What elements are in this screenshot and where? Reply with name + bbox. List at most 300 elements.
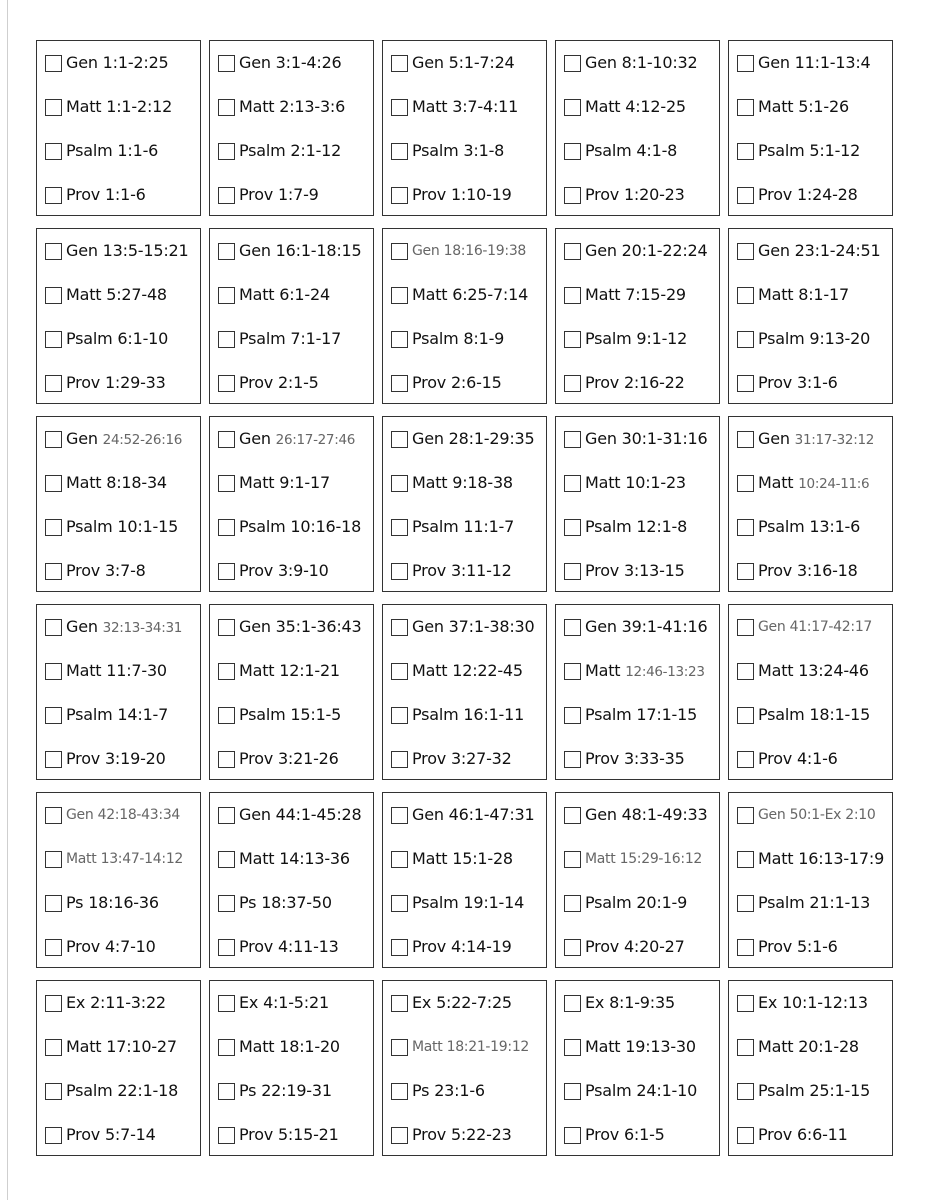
checkbox-icon[interactable] bbox=[218, 519, 235, 536]
checkbox-icon[interactable] bbox=[218, 1039, 235, 1056]
reading-card bbox=[728, 228, 893, 404]
reading-item[interactable] bbox=[391, 371, 542, 395]
checkbox-icon[interactable] bbox=[564, 55, 581, 72]
reading-label: Gen 8:1-10:32 bbox=[585, 53, 698, 72]
reading-item[interactable] bbox=[45, 1123, 196, 1147]
reading-card bbox=[382, 604, 547, 780]
checkbox-icon[interactable] bbox=[564, 663, 581, 680]
reading-card bbox=[209, 980, 374, 1156]
checkbox-icon[interactable] bbox=[737, 431, 754, 448]
reading-item[interactable] bbox=[564, 559, 715, 583]
checkbox-icon[interactable] bbox=[218, 851, 235, 868]
reading-item[interactable] bbox=[391, 471, 542, 495]
reading-item[interactable] bbox=[218, 427, 369, 451]
reading-item[interactable] bbox=[737, 615, 888, 639]
reading-label: Psalm 2:1-12 bbox=[239, 141, 342, 160]
reading-label: Prov 1:1-6 bbox=[66, 185, 146, 204]
reading-label: Psalm 14:1-7 bbox=[66, 705, 169, 724]
reading-item[interactable] bbox=[218, 139, 369, 163]
reading-label: Matt 5:1-26 bbox=[758, 97, 849, 116]
checkbox-icon[interactable] bbox=[45, 375, 62, 392]
checkbox-icon[interactable] bbox=[564, 1083, 581, 1100]
checkbox-icon[interactable] bbox=[737, 995, 754, 1012]
checkbox-icon[interactable] bbox=[391, 99, 408, 116]
reading-item[interactable] bbox=[218, 935, 369, 959]
checkbox-icon[interactable] bbox=[391, 939, 408, 956]
reading-card bbox=[555, 980, 720, 1156]
checkbox-icon[interactable] bbox=[45, 99, 62, 116]
reading-item[interactable] bbox=[45, 371, 196, 395]
reading-item[interactable] bbox=[564, 659, 715, 683]
reading-item[interactable] bbox=[391, 283, 542, 307]
reading-item[interactable] bbox=[45, 935, 196, 959]
reading-item[interactable] bbox=[218, 747, 369, 771]
checkbox-icon[interactable] bbox=[391, 619, 408, 636]
checkbox-icon[interactable] bbox=[391, 143, 408, 160]
reading-label: Psalm 17:1-15 bbox=[585, 705, 698, 724]
reading-item[interactable] bbox=[737, 183, 888, 207]
reading-item[interactable] bbox=[218, 847, 369, 871]
checkbox-icon[interactable] bbox=[45, 331, 62, 348]
reading-label: Matt 14:13-36 bbox=[239, 849, 350, 868]
reading-item[interactable] bbox=[45, 515, 196, 539]
checkbox-icon[interactable] bbox=[218, 751, 235, 768]
reading-label: Gen 32:13-34:31 bbox=[66, 616, 183, 636]
reading-item[interactable] bbox=[737, 659, 888, 683]
reading-item[interactable] bbox=[218, 371, 369, 395]
reading-item[interactable] bbox=[737, 747, 888, 771]
reading-item[interactable] bbox=[218, 51, 369, 75]
reading-label: Gen 11:1-13:4 bbox=[758, 53, 871, 72]
reading-item[interactable] bbox=[564, 991, 715, 1015]
checkbox-icon[interactable] bbox=[564, 807, 581, 824]
reading-item[interactable] bbox=[45, 891, 196, 915]
reading-item[interactable] bbox=[45, 427, 196, 451]
checkbox-icon[interactable] bbox=[218, 1083, 235, 1100]
checkbox-icon[interactable] bbox=[45, 807, 62, 824]
reading-item[interactable] bbox=[564, 239, 715, 263]
reading-label: Gen 18:16-19:38 bbox=[412, 243, 527, 259]
reading-item[interactable] bbox=[737, 1123, 888, 1147]
reading-item[interactable] bbox=[737, 559, 888, 583]
checkbox-icon[interactable] bbox=[737, 895, 754, 912]
checkbox-icon[interactable] bbox=[737, 939, 754, 956]
checkbox-icon[interactable] bbox=[45, 995, 62, 1012]
checkbox-icon[interactable] bbox=[45, 707, 62, 724]
reading-item[interactable] bbox=[564, 471, 715, 495]
reading-item[interactable] bbox=[218, 95, 369, 119]
reading-label: Matt 10:1-23 bbox=[585, 473, 686, 492]
checkbox-icon[interactable] bbox=[218, 375, 235, 392]
reading-item[interactable] bbox=[45, 747, 196, 771]
reading-label: Ps 18:16-36 bbox=[66, 893, 159, 912]
reading-label: Ps 23:1-6 bbox=[412, 1081, 485, 1100]
checkbox-icon[interactable] bbox=[45, 519, 62, 536]
reading-item[interactable] bbox=[737, 371, 888, 395]
checkbox-icon[interactable] bbox=[737, 619, 754, 636]
reading-label: Matt 2:13-3:6 bbox=[239, 97, 346, 116]
reading-item[interactable] bbox=[564, 803, 715, 827]
reading-item[interactable] bbox=[564, 427, 715, 451]
reading-item[interactable] bbox=[391, 1123, 542, 1147]
reading-card bbox=[382, 40, 547, 216]
reading-item[interactable] bbox=[737, 427, 888, 451]
reading-item[interactable] bbox=[45, 51, 196, 75]
checkbox-icon[interactable] bbox=[391, 431, 408, 448]
checkbox-icon[interactable] bbox=[564, 187, 581, 204]
reading-label: Psalm 3:1-8 bbox=[412, 141, 505, 160]
checkbox-icon[interactable] bbox=[391, 895, 408, 912]
reading-item[interactable] bbox=[218, 1035, 369, 1059]
checkbox-icon[interactable] bbox=[391, 55, 408, 72]
checkbox-icon[interactable] bbox=[391, 475, 408, 492]
reading-label: Psalm 1:1-6 bbox=[66, 141, 159, 160]
reading-item[interactable] bbox=[391, 847, 542, 871]
reading-item[interactable] bbox=[218, 471, 369, 495]
checkbox-icon[interactable] bbox=[391, 375, 408, 392]
reading-label: Psalm 10:1-15 bbox=[66, 517, 179, 536]
checkbox-icon[interactable] bbox=[45, 431, 62, 448]
reading-item[interactable] bbox=[391, 803, 542, 827]
checkbox-icon[interactable] bbox=[564, 895, 581, 912]
reading-item[interactable] bbox=[218, 283, 369, 307]
reading-card bbox=[36, 792, 201, 968]
checkbox-icon[interactable] bbox=[45, 243, 62, 260]
reading-item[interactable] bbox=[737, 515, 888, 539]
reading-item[interactable] bbox=[737, 327, 888, 351]
checkbox-icon[interactable] bbox=[737, 1083, 754, 1100]
reading-label: Prov 4:1-6 bbox=[758, 749, 838, 768]
checkbox-icon[interactable] bbox=[391, 331, 408, 348]
reading-label: Prov 4:11-13 bbox=[239, 937, 339, 956]
reading-item[interactable] bbox=[218, 559, 369, 583]
checkbox-icon[interactable] bbox=[391, 851, 408, 868]
reading-item[interactable] bbox=[737, 803, 888, 827]
checkbox-icon[interactable] bbox=[564, 1127, 581, 1144]
reading-item[interactable] bbox=[218, 615, 369, 639]
checkbox-icon[interactable] bbox=[218, 143, 235, 160]
reading-item[interactable] bbox=[564, 51, 715, 75]
checkbox-icon[interactable] bbox=[218, 895, 235, 912]
reading-card bbox=[36, 40, 201, 216]
checkbox-icon[interactable] bbox=[218, 939, 235, 956]
reading-item[interactable] bbox=[737, 471, 888, 495]
reading-item[interactable] bbox=[218, 803, 369, 827]
checkbox-icon[interactable] bbox=[564, 995, 581, 1012]
checkbox-icon[interactable] bbox=[45, 1039, 62, 1056]
checkbox-icon[interactable] bbox=[391, 563, 408, 580]
reading-item[interactable] bbox=[564, 615, 715, 639]
reading-item[interactable] bbox=[737, 139, 888, 163]
reading-item[interactable] bbox=[564, 847, 715, 871]
reading-item[interactable] bbox=[737, 703, 888, 727]
reading-label: Matt 7:15-29 bbox=[585, 285, 686, 304]
reading-item[interactable] bbox=[391, 95, 542, 119]
reading-item[interactable] bbox=[45, 615, 196, 639]
reading-item[interactable] bbox=[45, 139, 196, 163]
reading-item[interactable] bbox=[218, 1079, 369, 1103]
checkbox-icon[interactable] bbox=[218, 707, 235, 724]
reading-item[interactable] bbox=[391, 935, 542, 959]
checkbox-icon[interactable] bbox=[45, 895, 62, 912]
checkbox-icon[interactable] bbox=[45, 187, 62, 204]
reading-card bbox=[209, 228, 374, 404]
reading-item[interactable] bbox=[564, 703, 715, 727]
reading-item[interactable] bbox=[564, 747, 715, 771]
reading-item[interactable] bbox=[737, 847, 888, 871]
checkbox-icon[interactable] bbox=[45, 1083, 62, 1100]
reading-item[interactable] bbox=[218, 659, 369, 683]
reading-item[interactable] bbox=[564, 1079, 715, 1103]
reading-label: Matt 9:1-17 bbox=[239, 473, 330, 492]
checkbox-icon[interactable] bbox=[391, 995, 408, 1012]
checkbox-icon[interactable] bbox=[391, 751, 408, 768]
reading-card bbox=[728, 416, 893, 592]
reading-item[interactable] bbox=[391, 559, 542, 583]
checkbox-icon[interactable] bbox=[737, 55, 754, 72]
checkbox-icon[interactable] bbox=[737, 1127, 754, 1144]
checkbox-icon[interactable] bbox=[564, 751, 581, 768]
reading-item[interactable] bbox=[737, 95, 888, 119]
reading-item[interactable] bbox=[45, 327, 196, 351]
reading-item[interactable] bbox=[45, 1035, 196, 1059]
checkbox-icon[interactable] bbox=[737, 807, 754, 824]
checkbox-icon[interactable] bbox=[564, 1039, 581, 1056]
reading-item[interactable] bbox=[564, 95, 715, 119]
reading-label: Psalm 4:1-8 bbox=[585, 141, 678, 160]
reading-item[interactable] bbox=[737, 1035, 888, 1059]
reading-label: Matt 8:1-17 bbox=[758, 285, 849, 304]
reading-item[interactable] bbox=[391, 183, 542, 207]
reading-item[interactable] bbox=[737, 1079, 888, 1103]
reading-label: Prov 4:20-27 bbox=[585, 937, 685, 956]
checkbox-icon[interactable] bbox=[391, 1083, 408, 1100]
reading-card bbox=[382, 792, 547, 968]
checkbox-icon[interactable] bbox=[737, 331, 754, 348]
reading-label: Matt 20:1-28 bbox=[758, 1037, 859, 1056]
reading-label: Ex 5:22-7:25 bbox=[412, 993, 512, 1012]
checkbox-icon[interactable] bbox=[45, 939, 62, 956]
checkbox-icon[interactable] bbox=[737, 99, 754, 116]
checkbox-icon[interactable] bbox=[45, 475, 62, 492]
reading-item[interactable] bbox=[391, 747, 542, 771]
reading-item[interactable] bbox=[45, 471, 196, 495]
checkbox-icon[interactable] bbox=[391, 707, 408, 724]
reading-label: Gen 3:1-4:26 bbox=[239, 53, 342, 72]
checkbox-icon[interactable] bbox=[564, 939, 581, 956]
reading-label: Ex 2:11-3:22 bbox=[66, 993, 166, 1012]
checkbox-icon[interactable] bbox=[737, 475, 754, 492]
checkbox-icon[interactable] bbox=[564, 619, 581, 636]
reading-item[interactable] bbox=[737, 283, 888, 307]
reading-item[interactable] bbox=[737, 991, 888, 1015]
reading-item[interactable] bbox=[737, 239, 888, 263]
checkbox-icon[interactable] bbox=[218, 331, 235, 348]
checkbox-icon[interactable] bbox=[737, 663, 754, 680]
reading-item[interactable] bbox=[564, 891, 715, 915]
checkbox-icon[interactable] bbox=[45, 55, 62, 72]
reading-item[interactable] bbox=[45, 1079, 196, 1103]
checkbox-icon[interactable] bbox=[564, 431, 581, 448]
reading-item[interactable] bbox=[391, 51, 542, 75]
checkbox-icon[interactable] bbox=[391, 663, 408, 680]
reading-label: Prov 3:16-18 bbox=[758, 561, 858, 580]
checkbox-icon[interactable] bbox=[564, 851, 581, 868]
checkbox-icon[interactable] bbox=[564, 375, 581, 392]
reading-item[interactable] bbox=[564, 139, 715, 163]
reading-item[interactable] bbox=[45, 95, 196, 119]
reading-item[interactable] bbox=[45, 847, 196, 871]
checkbox-icon[interactable] bbox=[218, 55, 235, 72]
reading-item[interactable] bbox=[45, 991, 196, 1015]
reading-card bbox=[36, 228, 201, 404]
reading-item[interactable] bbox=[391, 659, 542, 683]
checkbox-icon[interactable] bbox=[218, 807, 235, 824]
reading-label: Psalm 18:1-15 bbox=[758, 705, 871, 724]
checkbox-icon[interactable] bbox=[564, 707, 581, 724]
reading-item[interactable] bbox=[218, 991, 369, 1015]
reading-label: Matt 15:1-28 bbox=[412, 849, 513, 868]
reading-item[interactable] bbox=[218, 183, 369, 207]
reading-label: Gen 46:1-47:31 bbox=[412, 805, 535, 824]
reading-item[interactable] bbox=[45, 659, 196, 683]
reading-item[interactable] bbox=[218, 1123, 369, 1147]
checkbox-icon[interactable] bbox=[218, 431, 235, 448]
reading-card bbox=[209, 604, 374, 780]
reading-item[interactable] bbox=[391, 427, 542, 451]
reading-card bbox=[555, 40, 720, 216]
checkbox-icon[interactable] bbox=[391, 243, 408, 260]
checkbox-icon[interactable] bbox=[564, 243, 581, 260]
reading-item[interactable] bbox=[391, 1079, 542, 1103]
reading-item[interactable] bbox=[45, 283, 196, 307]
reading-item[interactable] bbox=[391, 515, 542, 539]
checkbox-icon[interactable] bbox=[218, 475, 235, 492]
reading-item[interactable] bbox=[218, 239, 369, 263]
reading-item[interactable] bbox=[564, 515, 715, 539]
reading-card bbox=[382, 980, 547, 1156]
reading-item[interactable] bbox=[391, 891, 542, 915]
checkbox-icon[interactable] bbox=[564, 519, 581, 536]
reading-item[interactable] bbox=[391, 139, 542, 163]
checkbox-icon[interactable] bbox=[45, 851, 62, 868]
checkbox-icon[interactable] bbox=[218, 99, 235, 116]
checkbox-icon[interactable] bbox=[45, 287, 62, 304]
page-left-rule bbox=[7, 0, 8, 1200]
reading-card bbox=[728, 604, 893, 780]
checkbox-icon[interactable] bbox=[564, 99, 581, 116]
checkbox-icon[interactable] bbox=[218, 619, 235, 636]
checkbox-icon[interactable] bbox=[45, 663, 62, 680]
checkbox-icon[interactable] bbox=[737, 751, 754, 768]
checkbox-icon[interactable] bbox=[45, 751, 62, 768]
reading-item[interactable] bbox=[737, 891, 888, 915]
reading-item[interactable] bbox=[218, 703, 369, 727]
reading-label: Prov 4:14-19 bbox=[412, 937, 512, 956]
reading-item[interactable] bbox=[564, 327, 715, 351]
reading-item[interactable] bbox=[564, 935, 715, 959]
checkbox-icon[interactable] bbox=[218, 243, 235, 260]
checkbox-icon[interactable] bbox=[564, 287, 581, 304]
reading-item[interactable] bbox=[45, 703, 196, 727]
reading-item[interactable] bbox=[218, 327, 369, 351]
reading-label: Psalm 9:13-20 bbox=[758, 329, 871, 348]
checkbox-icon[interactable] bbox=[218, 287, 235, 304]
checkbox-icon[interactable] bbox=[564, 475, 581, 492]
checkbox-icon[interactable] bbox=[737, 1039, 754, 1056]
checkbox-icon[interactable] bbox=[737, 287, 754, 304]
checkbox-icon[interactable] bbox=[737, 707, 754, 724]
checkbox-icon[interactable] bbox=[391, 287, 408, 304]
checkbox-icon[interactable] bbox=[218, 663, 235, 680]
reading-label: Matt 13:24-46 bbox=[758, 661, 869, 680]
reading-item[interactable] bbox=[391, 703, 542, 727]
reading-item[interactable] bbox=[391, 239, 542, 263]
reading-item[interactable] bbox=[564, 183, 715, 207]
checkbox-icon[interactable] bbox=[218, 563, 235, 580]
checkbox-icon[interactable] bbox=[391, 187, 408, 204]
checkbox-icon[interactable] bbox=[737, 563, 754, 580]
checkbox-icon[interactable] bbox=[564, 563, 581, 580]
reading-item[interactable] bbox=[45, 183, 196, 207]
checkbox-icon[interactable] bbox=[218, 1127, 235, 1144]
reading-item[interactable] bbox=[45, 559, 196, 583]
checkbox-icon[interactable] bbox=[218, 187, 235, 204]
reading-item[interactable] bbox=[218, 515, 369, 539]
reading-label: Prov 2:1-5 bbox=[239, 373, 319, 392]
reading-label: Psalm 16:1-11 bbox=[412, 705, 525, 724]
reading-label: Matt 19:13-30 bbox=[585, 1037, 696, 1056]
reading-item[interactable] bbox=[218, 891, 369, 915]
reading-item[interactable] bbox=[45, 239, 196, 263]
reading-label: Gen 20:1-22:24 bbox=[585, 241, 708, 260]
checkbox-icon[interactable] bbox=[391, 807, 408, 824]
reading-item[interactable] bbox=[564, 1123, 715, 1147]
reading-item[interactable] bbox=[391, 615, 542, 639]
reading-label: Prov 6:6-11 bbox=[758, 1125, 848, 1144]
checkbox-icon[interactable] bbox=[45, 143, 62, 160]
reading-label: Psalm 7:1-17 bbox=[239, 329, 342, 348]
reading-label: Prov 3:13-15 bbox=[585, 561, 685, 580]
checkbox-icon[interactable] bbox=[737, 187, 754, 204]
checkbox-icon[interactable] bbox=[737, 851, 754, 868]
checkbox-icon[interactable] bbox=[218, 995, 235, 1012]
reading-item[interactable] bbox=[45, 803, 196, 827]
checkbox-icon[interactable] bbox=[45, 1127, 62, 1144]
reading-item[interactable] bbox=[391, 327, 542, 351]
reading-label: Prov 3:11-12 bbox=[412, 561, 512, 580]
reading-label: Gen 37:1-38:30 bbox=[412, 617, 535, 636]
reading-item[interactable] bbox=[564, 371, 715, 395]
checkbox-icon[interactable] bbox=[391, 1039, 408, 1056]
reading-item[interactable] bbox=[737, 935, 888, 959]
reading-item[interactable] bbox=[564, 1035, 715, 1059]
checkbox-icon[interactable] bbox=[45, 563, 62, 580]
checkbox-icon[interactable] bbox=[564, 331, 581, 348]
reading-item[interactable] bbox=[391, 991, 542, 1015]
reading-item[interactable] bbox=[737, 51, 888, 75]
checkbox-icon[interactable] bbox=[737, 243, 754, 260]
checkbox-icon[interactable] bbox=[564, 143, 581, 160]
reading-item[interactable] bbox=[391, 1035, 542, 1059]
checkbox-icon[interactable] bbox=[737, 375, 754, 392]
reading-item[interactable] bbox=[564, 283, 715, 307]
checkbox-icon[interactable] bbox=[737, 143, 754, 160]
checkbox-icon[interactable] bbox=[737, 519, 754, 536]
checkbox-icon[interactable] bbox=[391, 519, 408, 536]
checkbox-icon[interactable] bbox=[391, 1127, 408, 1144]
checkbox-icon[interactable] bbox=[45, 619, 62, 636]
